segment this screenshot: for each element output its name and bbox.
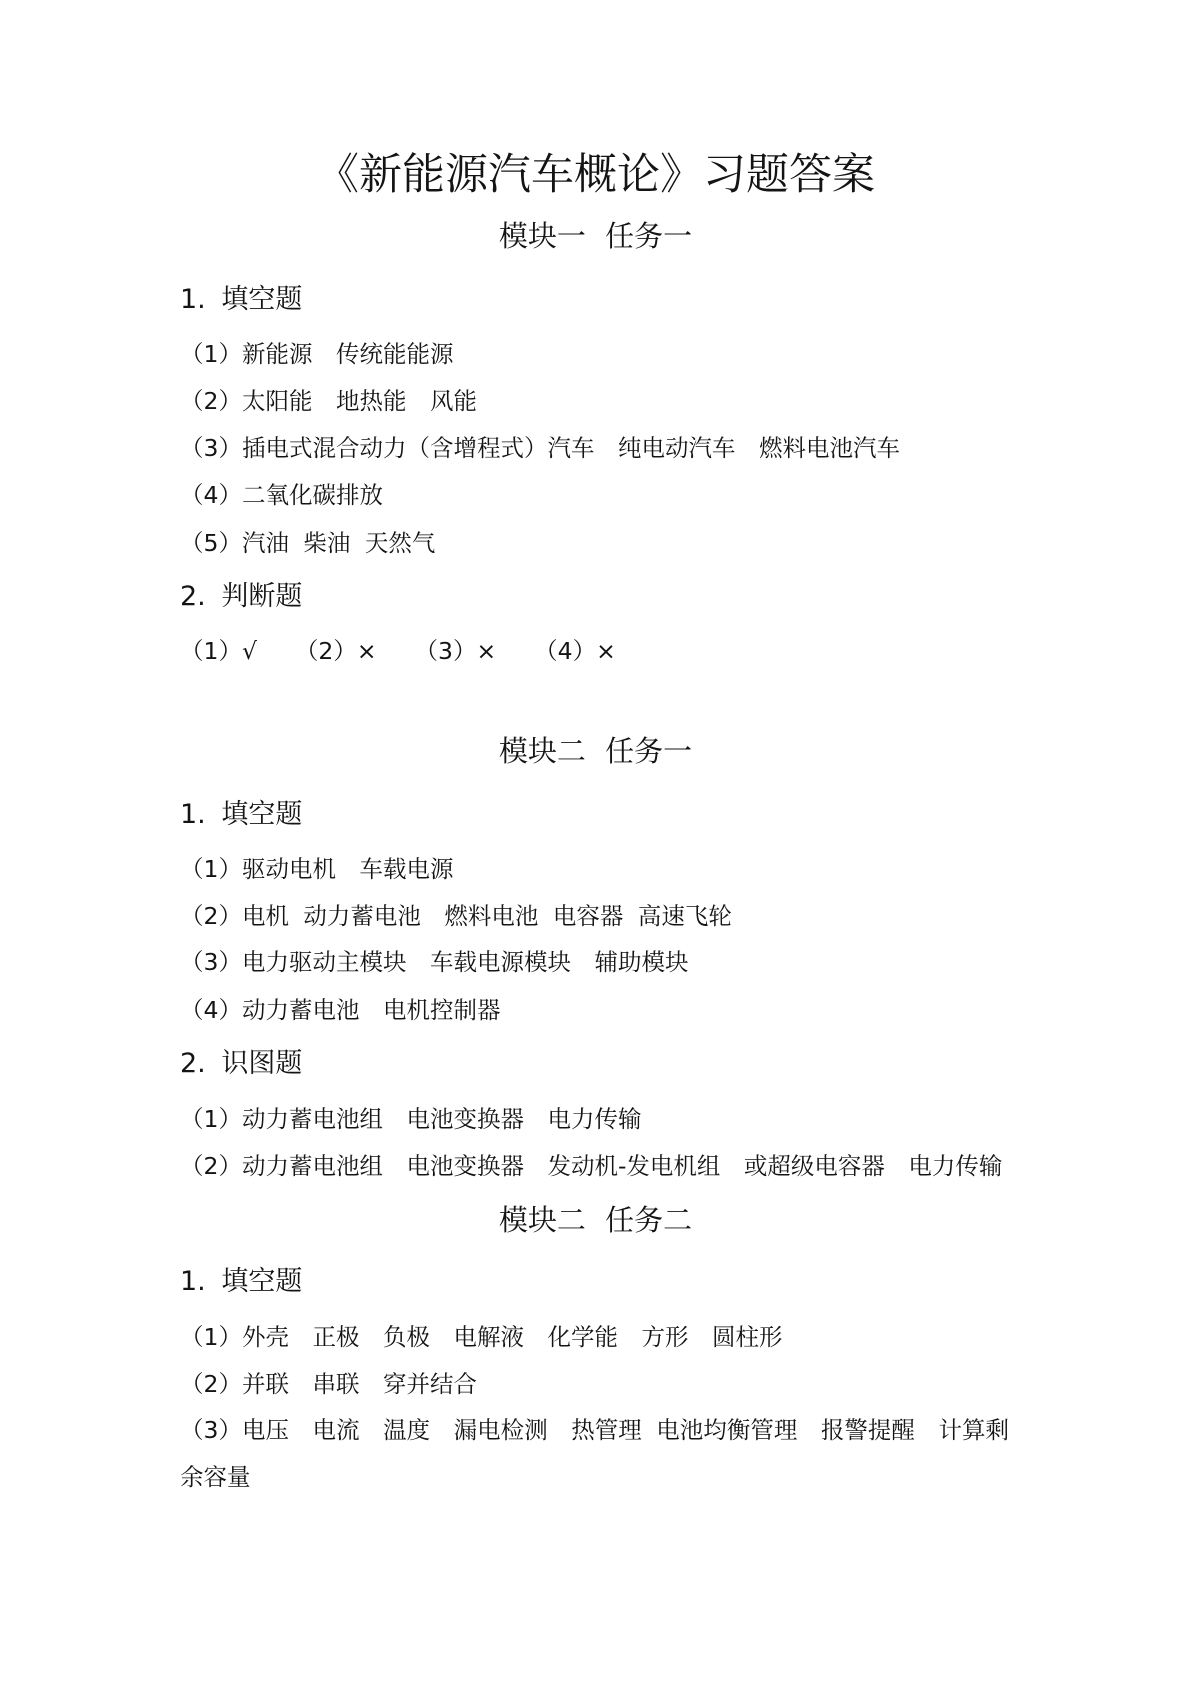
answer-line: （1）新能源 传统能能源 — [180, 340, 454, 368]
module-heading: 模块一 任务一 — [498, 219, 693, 253]
section-heading-fill-in-blank: 1. 填空题 — [180, 1266, 303, 1297]
answer-line: （4）动力蓄电池 电机控制器 — [180, 996, 501, 1024]
answer-line: （1）动力蓄电池组 电池变换器 电力传输 — [180, 1105, 642, 1133]
section-heading-fill-in-blank: 1. 填空题 — [180, 284, 303, 315]
section-heading-fill-in-blank: 1. 填空题 — [180, 799, 303, 830]
answer-line: （1）驱动电机 车载电源 — [180, 855, 454, 883]
answer-line: （3）电力驱动主模块 车载电源模块 辅助模块 — [180, 948, 689, 976]
answer-line: （5）汽油 柴油 天然气 — [180, 529, 436, 557]
section-heading-diagram-identification: 2. 识图题 — [180, 1048, 303, 1079]
module-heading: 模块二 任务一 — [498, 734, 693, 768]
answer-line: （3）插电式混合动力（含增程式）汽车 纯电动汽车 燃料电池汽车 — [180, 434, 900, 462]
answer-line: （1）√ （2）× （3）× （4）× — [180, 637, 616, 665]
document-title: 《新能源汽车概论》习题答案 — [316, 150, 875, 200]
module-heading: 模块二 任务二 — [498, 1203, 693, 1237]
answer-line-continuation: 余容量 — [180, 1463, 251, 1491]
answer-line: （2）电机 动力蓄电池 燃料电池 电容器 高速飞轮 — [180, 902, 732, 930]
answer-line: （2）太阳能 地热能 风能 — [180, 387, 477, 415]
answer-line: （1）外壳 正极 负极 电解液 化学能 方形 圆柱形 — [180, 1323, 783, 1351]
answer-line: （3）电压 电流 温度 漏电检测 热管理 电池均衡管理 报警提醒 计算剩 — [180, 1416, 1009, 1444]
answer-line: （4）二氧化碳排放 — [180, 481, 383, 509]
answer-line: （2）并联 串联 穿并结合 — [180, 1370, 477, 1398]
answer-line: （2）动力蓄电池组 电池变换器 发动机-发电机组 或超级电容器 电力传输 — [180, 1152, 1003, 1180]
section-heading-true-false: 2. 判断题 — [180, 581, 303, 612]
